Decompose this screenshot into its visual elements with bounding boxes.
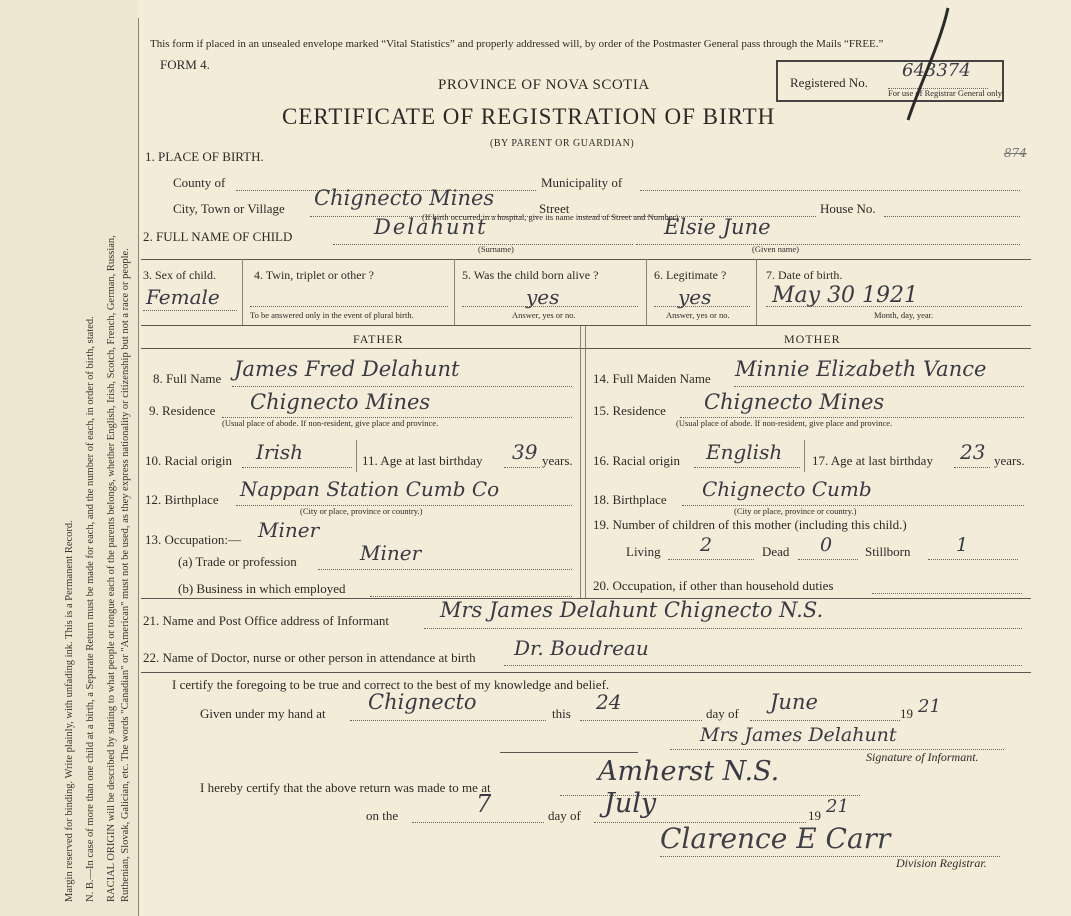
registrar-signature: Clarence E Carr [660, 822, 891, 855]
sex-label: 3. Sex of child. [143, 268, 216, 282]
given-under-label: Given under my hand at [200, 706, 326, 721]
child-name-label: 2. FULL NAME OF CHILD [143, 229, 293, 244]
surname-value: Delahunt [374, 215, 488, 239]
dead-label: Dead [762, 544, 790, 559]
legitimate-note: Answer, yes or no. [666, 310, 730, 320]
father-occupation-value: Miner [258, 518, 320, 542]
mother-name-value: Minnie Elizabeth Vance [735, 357, 987, 381]
mother-birthplace-value: Chignecto Cumb [702, 477, 872, 501]
father-birthplace-value: Nappan Station Cumb Co [240, 477, 500, 501]
mother-occupation-label: 20. Occupation, if other than household duties [593, 578, 834, 593]
registered-label: Registered No. [790, 75, 868, 90]
mother-age-value: 23 [960, 440, 986, 464]
certificate-title: CERTIFICATE OF REGISTRATION OF BIRTH [282, 104, 776, 129]
father-residence-value: Chignecto Mines [250, 390, 431, 414]
birth-date-label: 7. Date of birth. [766, 268, 843, 282]
city-label: City, Town or Village [173, 201, 285, 216]
province-heading: PROVINCE OF NOVA SCOTIA [438, 77, 650, 93]
mother-birthplace-label: 18. Birthplace [593, 492, 667, 507]
mother-racial-value: English [706, 440, 783, 464]
this-label: this [552, 706, 571, 721]
twin-label: 4. Twin, triplet or other ? [254, 268, 374, 282]
business-label: (b) Business in which employed [178, 581, 346, 596]
alive-note: Answer, yes or no. [512, 310, 576, 320]
given-month-value: June [770, 690, 818, 714]
father-heading: FATHER [353, 332, 404, 346]
return-month-value: July [604, 788, 657, 819]
place-heading: 1. PLACE OF BIRTH. [145, 149, 264, 164]
father-residence-label: 9. Residence [149, 403, 216, 418]
house-label: House No. [820, 201, 876, 216]
trade-value: Miner [360, 541, 422, 565]
given-place-value: Chignecto [368, 690, 477, 714]
mother-name-label: 14. Full Maiden Name [593, 371, 711, 386]
mother-birthplace-note: (City or place, province or country.) [734, 506, 857, 516]
given-year-prefix: 19 [900, 706, 913, 721]
doctor-value: Dr. Boudreau [514, 636, 649, 660]
father-occupation-label: 13. Occupation:— [145, 532, 242, 547]
doctor-label: 22. Name of Doctor, nurse or other person in attendance at birth [143, 650, 476, 665]
given-name-note: (Given name) [752, 244, 799, 254]
return-year-value: 21 [826, 796, 849, 817]
return-place-value: Amherst N.S. [598, 756, 780, 787]
father-racial-value: Irish [256, 440, 304, 464]
father-name-label: 8. Full Name [153, 371, 222, 386]
margin-note-4: Ruthenian, Slovak, Galician, etc. The words "Canadian" or "American" must not be used, as they express nationality or citizenship but not a race or people. [120, 248, 131, 902]
on-the-label: on the [366, 808, 399, 823]
father-name-value: James Fred Delahunt [234, 357, 460, 381]
margin-note-3: RACIAL ORIGIN will be described by stating to what people or tongue each of the parents belongs, whether English, Irish, Scotch, French, German, Russian, [106, 235, 117, 902]
mother-years-label: years. [994, 453, 1025, 468]
informant-signature: Mrs James Delahunt [700, 724, 897, 746]
hospital-note: (If birth occurred in a hospital, give its name instead of Street and Number) [422, 212, 679, 222]
form-number: FORM 4. [160, 57, 210, 72]
birth-date-note: Month, day, year. [874, 310, 934, 320]
father-age-value: 39 [512, 440, 538, 464]
certify-text: I certify the foregoing to be true and correct to the best of my knowledge and belief. [172, 677, 610, 692]
twin-note: To be answered only in the event of plural birth. [250, 310, 414, 320]
municipality-label: Municipality of [541, 175, 623, 190]
father-residence-note: (Usual place of abode. If non-resident, give place and province. [222, 418, 439, 428]
sex-value: Female [146, 285, 220, 309]
return-year-prefix: 19 [808, 808, 821, 823]
given-day-value: 24 [596, 690, 622, 714]
father-birthplace-label: 12. Birthplace [145, 492, 219, 507]
registered-number: 643374 [902, 60, 971, 81]
margin-note-1: Margin reserved for binding. Write plainly, with unfading ink. This is a Permanent Record. [64, 520, 75, 902]
children-label: 19. Number of children of this mother (including this child.) [593, 517, 907, 532]
mother-racial-label: 16. Racial origin [593, 453, 681, 468]
legitimate-value: yes [678, 285, 712, 309]
given-year-value: 21 [918, 696, 941, 717]
trade-label: (a) Trade or profession [178, 554, 297, 569]
return-day-value: 7 [476, 790, 492, 818]
margin-mark: 874 [1004, 146, 1027, 160]
mother-residence-label: 15. Residence [593, 403, 666, 418]
check-stroke-icon [900, 4, 960, 124]
birth-date-value: May 30 1921 [772, 283, 919, 308]
living-label: Living [626, 544, 661, 559]
given-day-of-label: day of [706, 706, 739, 721]
margin-rule [138, 18, 139, 916]
alive-value: yes [526, 285, 560, 309]
signature-informant-label: Signature of Informant. [866, 750, 979, 764]
father-age-label: 11. Age at last birthday [362, 453, 483, 468]
living-value: 2 [700, 534, 713, 556]
registered-number-box [776, 60, 1004, 102]
certificate-subtitle: (BY PARENT OR GUARDIAN) [490, 138, 635, 149]
division-registrar-label: Division Registrar. [896, 856, 987, 870]
postal-note: This form if placed in an unsealed envelope marked “Vital Statistics” and properly addressed will, by order of the Postmaster General pass through the Mails “FREE.” [150, 38, 884, 50]
mother-heading: MOTHER [784, 332, 841, 346]
mother-age-label: 17. Age at last birthday [812, 453, 933, 468]
return-day-of-label: day of [548, 808, 581, 823]
father-racial-label: 10. Racial origin [145, 453, 233, 468]
given-name-value: Elsie June [664, 215, 771, 239]
city-value: Chignecto Mines [314, 186, 495, 210]
father-years-label: years. [542, 453, 573, 468]
return-text: I hereby certify that the above return was made to me at [200, 780, 491, 795]
surname-note: (Surname) [478, 244, 514, 254]
street-label: Street [539, 201, 570, 216]
mother-residence-note: (Usual place of abode. If non-resident, give place and province. [676, 418, 893, 428]
mother-residence-value: Chignecto Mines [704, 390, 885, 414]
legitimate-label: 6. Legitimate ? [654, 268, 727, 282]
stillborn-label: Stillborn [865, 544, 911, 559]
stillborn-value: 1 [956, 534, 969, 556]
county-label: County of [173, 175, 226, 190]
registrar-general-note: For use of Registrar General only. [888, 88, 1004, 98]
alive-label: 5. Was the child born alive ? [462, 268, 599, 282]
blank-signature-rule [500, 752, 638, 753]
informant-label: 21. Name and Post Office address of Informant [143, 613, 389, 628]
margin-note-2: N. B.—In case of more than one child at a birth, a Separate Return must be made for each, and the number of each, in order of birth, stated. [85, 316, 96, 902]
dead-value: 0 [820, 534, 833, 556]
informant-value: Mrs James Delahunt Chignecto N.S. [440, 598, 824, 622]
father-birthplace-note: (City or place, province or country.) [300, 506, 423, 516]
